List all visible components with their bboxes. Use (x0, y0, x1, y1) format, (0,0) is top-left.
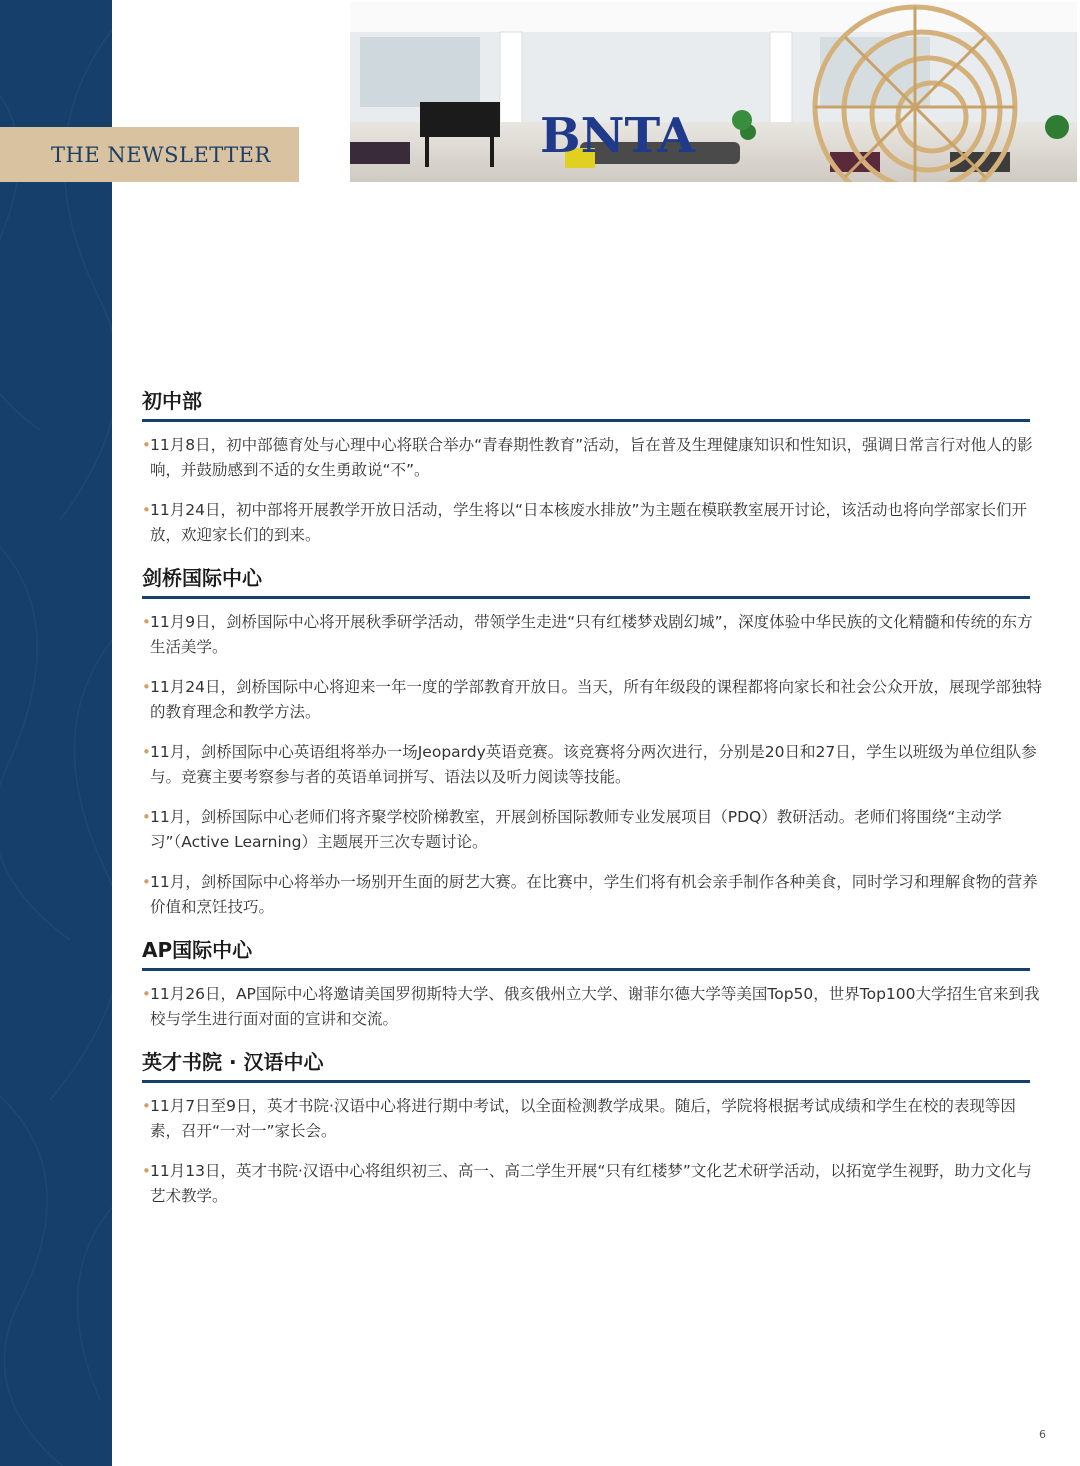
bullet-icon: • (142, 501, 151, 519)
page-number: 6 (1039, 1428, 1046, 1441)
bullet-icon: • (142, 808, 151, 826)
list-item (142, 740, 1042, 790)
bullet-icon: • (142, 985, 151, 1003)
item-text: 11月，剑桥国际中心将举办一场别开生面的厨艺大赛。在比赛中，学生们将有机会亲手制作各种美食，同时学习和理解食物的营养价值和烹饪技巧。 (150, 873, 1038, 916)
logo-text: BNTA (540, 108, 695, 164)
newsletter-content (142, 386, 1042, 1224)
bullet-icon: • (142, 1162, 151, 1180)
section-junior-high (142, 386, 1042, 548)
banner-label: THE NEWSLETTER (51, 142, 271, 167)
item-text: 11月26日，AP国际中心将邀请美国罗彻斯特大学、俄亥俄州立大学、谢菲尔德大学等美国Top50，世界Top100大学招生官来到我校与学生进行面对面的宣讲和交流。 (150, 985, 1040, 1028)
sidebar-decoration (0, 0, 112, 1466)
item-text: 11月7日至9日，英才书院·汉语中心将进行期中考试，以全面检测教学成果。随后，学院将根据考试成绩和学生在校的表现等因素，召开“一对一”家长会。 (150, 1097, 1016, 1140)
section-title: 英才书院 · 汉语中心 (142, 1050, 324, 1074)
item-text: 11月24日，初中部将开展教学开放日活动，学生将以“日本核废水排放”为主题在模联教室展开讨论，该活动也将向学部家长们开放，欢迎家长们的到来。 (150, 501, 1028, 544)
bullet-icon: • (142, 436, 151, 454)
section-divider (142, 419, 1030, 422)
item-text: 11月8日，初中部德育处与心理中心将联合举办“青春期性教育”活动，旨在普及生理健康知识和性知识，强调日常言行对他人的影响，并鼓励感到不适的女生勇敢说“不”。 (150, 436, 1033, 479)
item-text: 11月，剑桥国际中心老师们将齐聚学校阶梯教室，开展剑桥国际教师专业发展项目（PDQ）教研活动。老师们将围绕“主动学习”（Active Learning）主题展开三次专题讨论。 (150, 808, 1002, 851)
section-title: AP国际中心 (142, 938, 253, 962)
list-item (142, 1094, 1042, 1144)
item-text: 11月24日，剑桥国际中心将迎来一年一度的学部教育开放日。当天，所有年级段的课程都将向家长和社会公众开放，展现学部独特的教育理念和教学方法。 (150, 678, 1042, 721)
list-item (142, 433, 1042, 483)
section-divider (142, 1080, 1030, 1083)
section-cambridge (142, 563, 1042, 920)
section-chinese-center (142, 1047, 1042, 1209)
section-divider (142, 596, 1030, 599)
list-item (142, 610, 1042, 660)
floral-pattern (0, 0, 112, 1466)
item-text: 11月9日，剑桥国际中心将开展秋季研学活动，带领学生走进“只有红楼梦戏剧幻城”，深度体验中华民族的文化精髓和传统的东方生活美学。 (150, 613, 1033, 656)
newsletter-banner (0, 127, 299, 182)
bullet-icon: • (142, 678, 151, 696)
list-item (142, 870, 1042, 920)
bullet-icon: • (142, 613, 151, 631)
bullet-icon: • (142, 743, 151, 761)
list-item (142, 982, 1042, 1032)
list-item (142, 1159, 1042, 1209)
list-item (142, 498, 1042, 548)
bullet-icon: • (142, 1097, 151, 1115)
section-ap (142, 935, 1042, 1032)
header-photo (350, 2, 1077, 182)
section-divider (142, 968, 1030, 971)
item-text: 11月13日，英才书院·汉语中心将组织初三、高一、高二学生开展“只有红楼梦”文化艺术研学活动，以拓宽学生视野，助力文化与艺术教学。 (150, 1162, 1032, 1205)
section-title: 剑桥国际中心 (142, 566, 262, 590)
list-item (142, 805, 1042, 855)
item-text: 11月，剑桥国际中心英语组将举办一场Jeopardy英语竞赛。该竞赛将分两次进行，分别是20日和27日，学生以班级为单位组队参与。竞赛主要考察参与者的英语单词拼写、语法以及听力阅读等技能。 (150, 743, 1037, 786)
bullet-icon: • (142, 873, 151, 891)
section-title: 初中部 (142, 389, 202, 413)
lobby-illustration (350, 2, 1077, 182)
list-item (142, 675, 1042, 725)
